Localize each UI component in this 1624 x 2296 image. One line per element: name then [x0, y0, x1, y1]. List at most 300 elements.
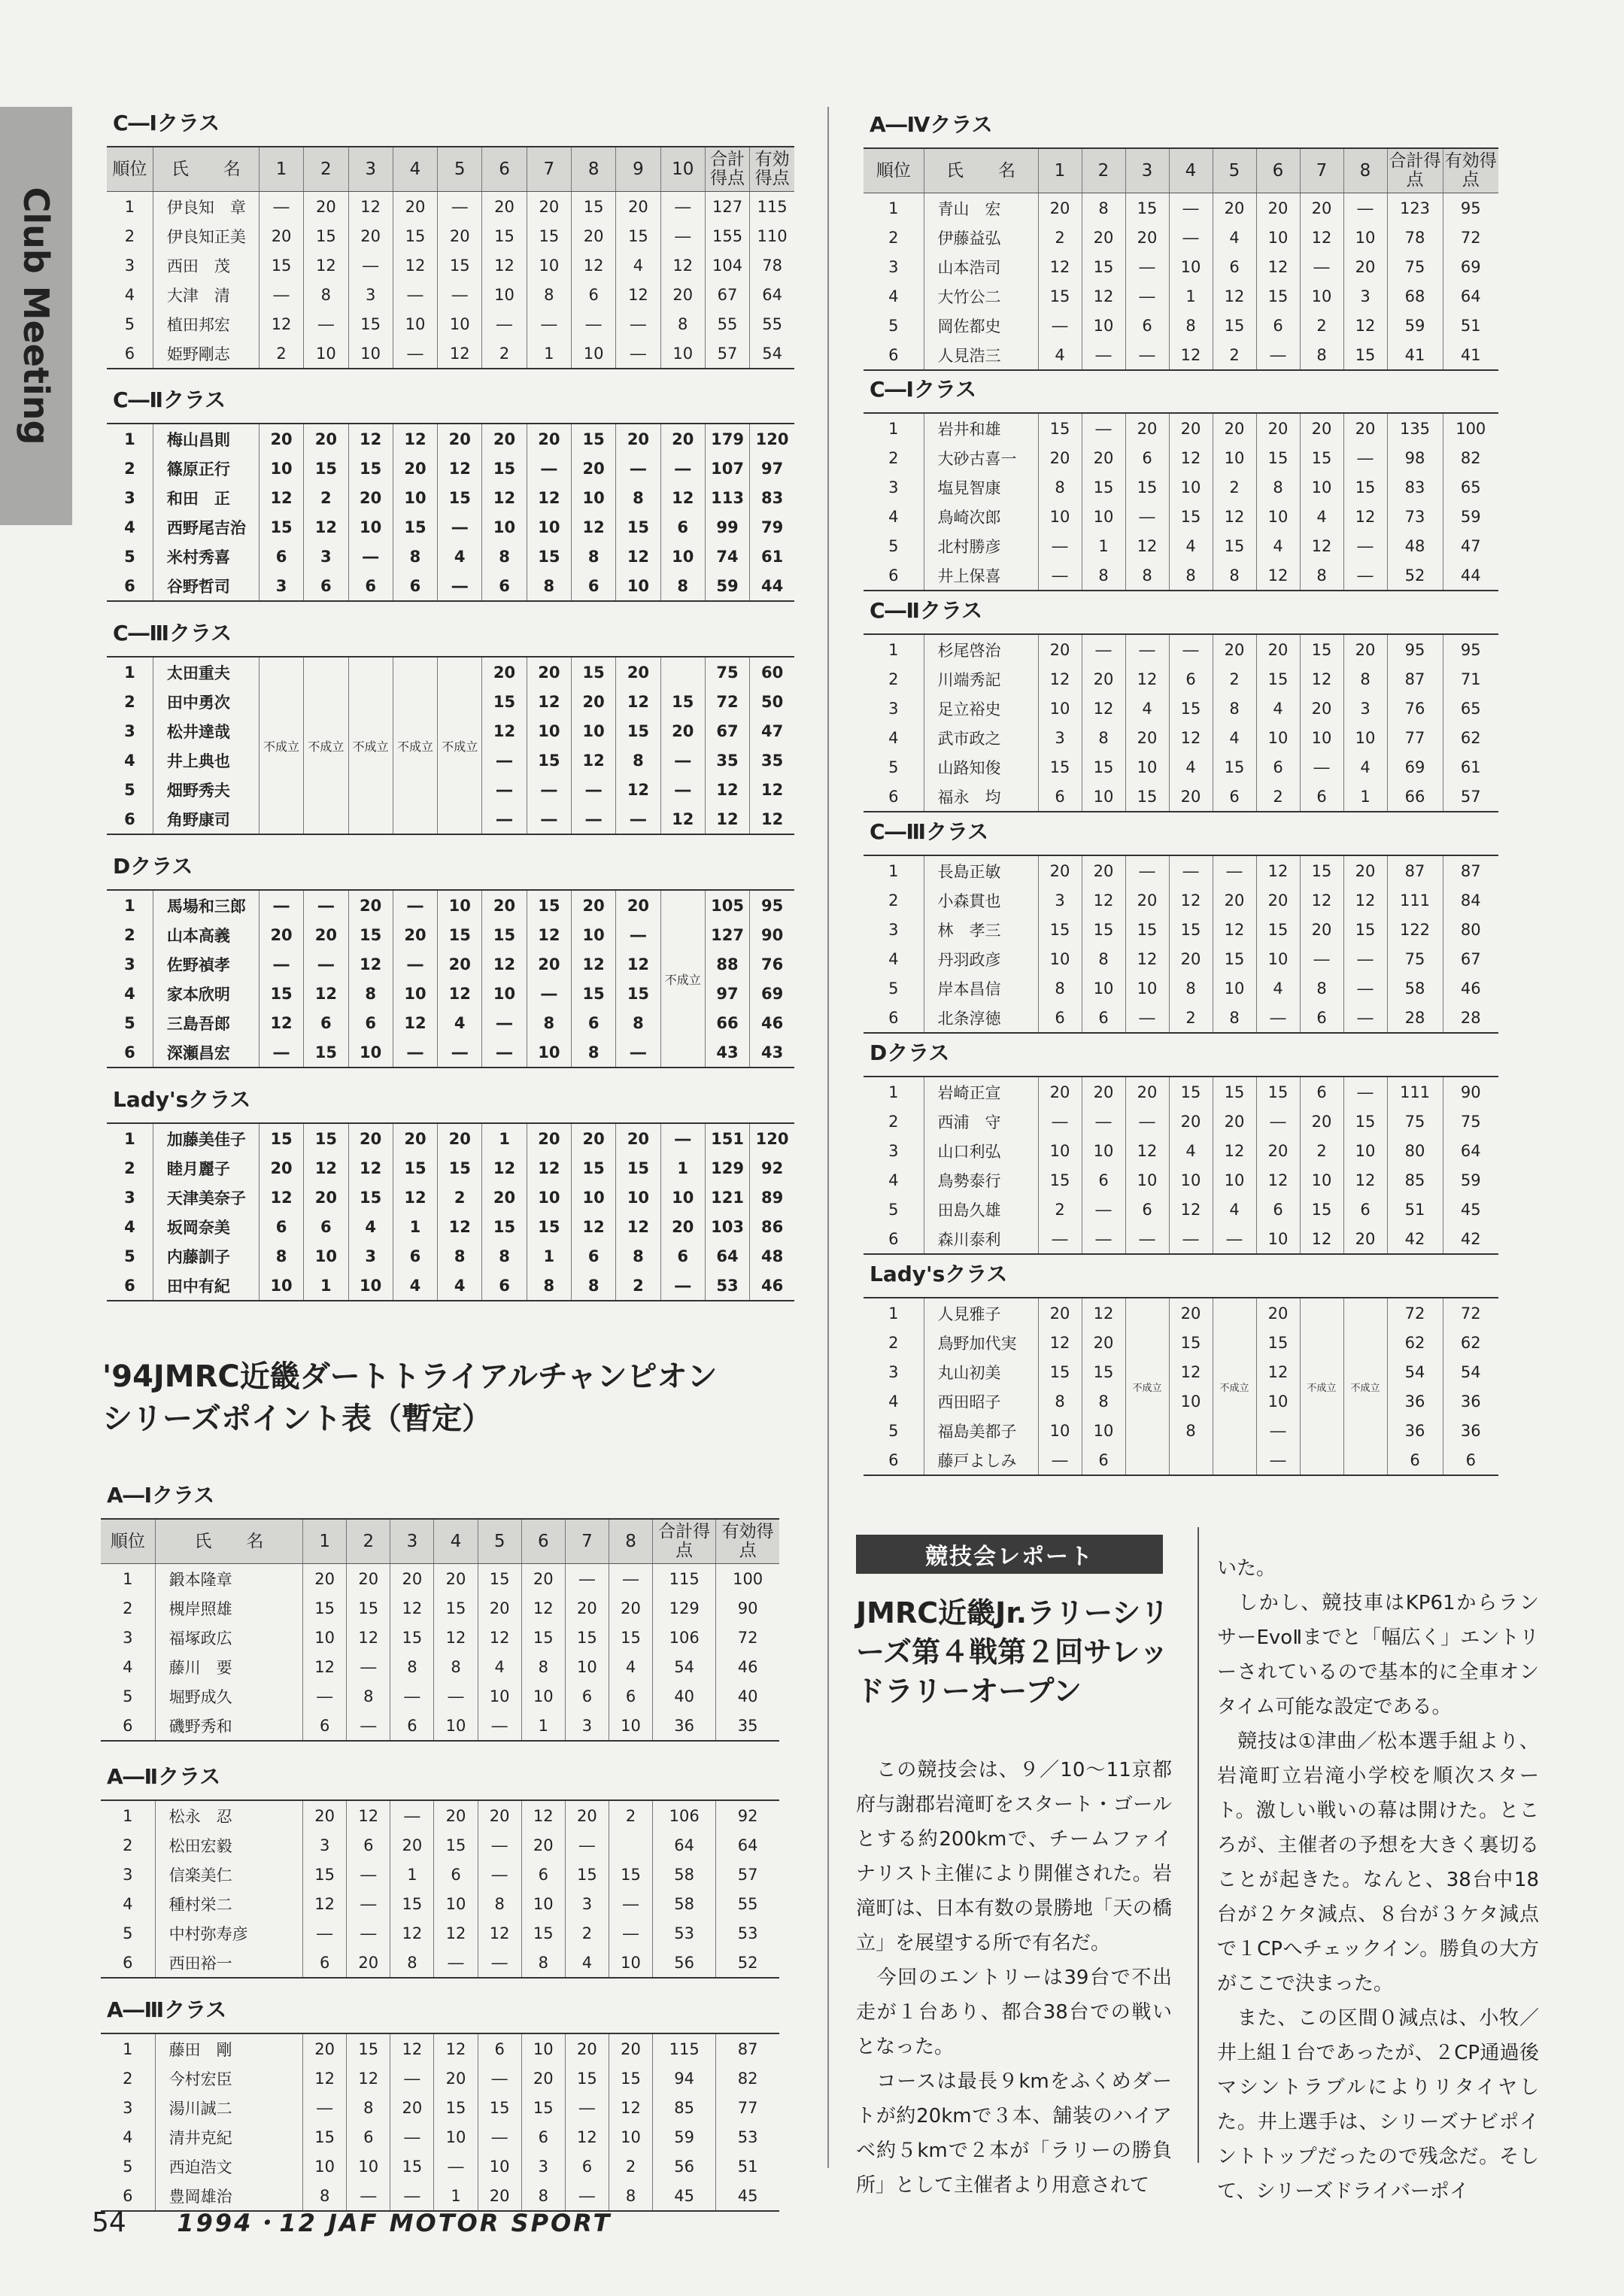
ladys-right-table — [864, 1297, 1498, 1476]
score-cell: 20 — [1256, 634, 1300, 664]
score-cell: 20 — [616, 192, 660, 222]
not-held-cell: 不成立 — [304, 657, 348, 834]
score-cell: ― — [304, 890, 348, 920]
score-cell: 8 — [571, 542, 615, 571]
score-cell: ― — [1343, 973, 1387, 1003]
score-cell: 1 — [527, 1241, 571, 1271]
score-cell: 15 — [393, 512, 437, 542]
score-cell: 2 — [1213, 664, 1256, 694]
name-cell: 藤戸よしみ — [924, 1445, 1038, 1475]
score-cell: 36 — [653, 1711, 716, 1741]
score-cell: 4 — [1300, 502, 1343, 531]
score-cell: 20 — [609, 2033, 652, 2064]
score-cell: ― — [1125, 281, 1169, 311]
name-cell: 北村勝彦 — [924, 531, 1038, 560]
score-cell: 12 — [303, 1652, 347, 1681]
name-cell: 人見浩三 — [924, 340, 1038, 370]
score-cell: 15 — [1343, 1107, 1387, 1136]
score-cell: 6 — [478, 2033, 521, 2064]
score-cell: ― — [571, 775, 615, 804]
table-row — [101, 2093, 779, 2122]
score-cell: ― — [1125, 634, 1169, 664]
score-cell: 1 — [660, 1153, 705, 1183]
score-cell: 8 — [660, 309, 705, 339]
score-cell: 8 — [1082, 944, 1125, 973]
score-cell: 12 — [390, 1593, 434, 1623]
score-cell: 8 — [660, 571, 705, 601]
magazine-name: 1994・12 JAF MOTOR SPORT — [177, 2209, 612, 2237]
table-row — [864, 885, 1498, 915]
score-cell: 10 — [1256, 944, 1300, 973]
score-cell: 67 — [705, 716, 749, 746]
score-cell: 36 — [1387, 1386, 1443, 1416]
name-cell: 藤川 要 — [155, 1652, 302, 1681]
score-cell: 28 — [1387, 1003, 1443, 1033]
rank-cell: 6 — [124, 1043, 135, 1061]
score-cell: 20 — [348, 1123, 393, 1153]
score-cell: ― — [571, 804, 615, 834]
score-cell: 28 — [1443, 1003, 1498, 1033]
score-cell: 10 — [393, 309, 437, 339]
score-cell: 4 — [478, 1652, 521, 1681]
score-cell: 10 — [304, 339, 348, 369]
score-cell: 4 — [1213, 1195, 1256, 1224]
score-cell: 20 — [527, 949, 571, 979]
table-row — [864, 1328, 1498, 1357]
score-cell: 12 — [482, 1153, 527, 1183]
score-cell: 80 — [1387, 1136, 1443, 1165]
name-cell: 西田 茂 — [153, 251, 259, 280]
score-cell: 4 — [609, 1652, 652, 1681]
score-cell: 99 — [705, 512, 749, 542]
rank-cell: 4 — [888, 728, 899, 747]
score-cell: 3 — [303, 1830, 347, 1860]
score-cell: 8 — [1213, 694, 1256, 723]
not-held-cell: 不成立 — [660, 890, 705, 1068]
score-cell: 12 — [259, 483, 303, 512]
score-cell: 89 — [750, 1183, 794, 1212]
score-cell: 15 — [616, 1153, 660, 1183]
score-cell: 15 — [393, 221, 437, 251]
score-cell: 15 — [527, 746, 571, 775]
score-cell: 15 — [259, 512, 303, 542]
name-cell: 青山 宏 — [924, 193, 1038, 223]
table-row — [864, 1107, 1498, 1136]
table-row — [107, 1183, 794, 1212]
score-cell: 106 — [653, 1623, 716, 1652]
score-cell: 83 — [750, 483, 794, 512]
score-cell: 107 — [705, 454, 749, 483]
name-cell: 大砂古喜一 — [924, 443, 1038, 472]
score-cell: 20 — [521, 1830, 565, 1860]
score-cell: 72 — [705, 687, 749, 716]
score-cell: ― — [1169, 634, 1213, 664]
not-held-cell: 不成立 — [1125, 1298, 1169, 1475]
score-cell: 12 — [1300, 1224, 1343, 1254]
table-row — [864, 752, 1498, 782]
score-cell: 10 — [393, 483, 437, 512]
name-cell: 山本浩司 — [924, 252, 1038, 281]
score-cell: 20 — [1343, 634, 1387, 664]
c3-table — [107, 656, 794, 835]
score-cell: ― — [1038, 560, 1082, 591]
report-column-2 — [1217, 1551, 1539, 2209]
score-cell: 46 — [716, 1652, 779, 1681]
rank-cell: 5 — [888, 979, 899, 998]
table-row — [101, 1948, 779, 1978]
score-cell: 48 — [750, 1241, 794, 1271]
score-cell: 15 — [1169, 1077, 1213, 1107]
score-cell: 1 — [434, 2181, 478, 2211]
score-cell: 15 — [1038, 915, 1082, 944]
score-cell: 110 — [750, 221, 794, 251]
score-cell: 54 — [1443, 1357, 1498, 1386]
score-cell: 106 — [653, 1800, 716, 1830]
score-cell: 64 — [653, 1830, 716, 1860]
score-cell: ― — [1343, 1003, 1387, 1033]
score-cell: 6 — [1256, 311, 1300, 340]
name-cell: 太田重夫 — [153, 657, 259, 687]
score-cell: 15 — [521, 2093, 565, 2122]
score-cell: 12 — [1343, 885, 1387, 915]
score-cell: 75 — [1387, 252, 1443, 281]
table-row — [107, 483, 794, 512]
score-cell: ― — [303, 1681, 347, 1711]
table-row — [101, 2152, 779, 2181]
score-cell: 10 — [1300, 472, 1343, 502]
name-cell: 天津美奈子 — [153, 1183, 259, 1212]
score-cell: ― — [259, 1037, 303, 1068]
score-cell: ― — [1343, 944, 1387, 973]
score-cell: 87 — [1387, 855, 1443, 885]
rank-cell: 3 — [888, 257, 899, 276]
score-cell: 58 — [653, 1860, 716, 1889]
score-cell: 10 — [303, 1623, 347, 1652]
score-cell: 15 — [304, 1123, 348, 1153]
score-cell: 15 — [1300, 855, 1343, 885]
score-cell: 10 — [1169, 472, 1213, 502]
score-cell: 15 — [1256, 1077, 1300, 1107]
score-cell: 54 — [1387, 1357, 1443, 1386]
score-cell: 8 — [1169, 560, 1213, 591]
score-cell: ― — [1256, 1107, 1300, 1136]
rank-cell: 2 — [888, 228, 899, 247]
club-meeting-tab — [0, 107, 72, 525]
score-cell: ― — [1038, 531, 1082, 560]
score-cell: 3 — [1343, 281, 1387, 311]
rank-cell: 2 — [124, 1159, 135, 1177]
table-row — [864, 560, 1498, 591]
rank-cell: 5 — [124, 1013, 135, 1032]
score-cell: 8 — [609, 2181, 652, 2211]
score-cell: 71 — [1443, 664, 1498, 694]
rank-cell: 1 — [124, 663, 135, 682]
score-cell: 6 — [571, 571, 615, 601]
score-cell: 115 — [653, 1564, 716, 1594]
score-cell: 10 — [478, 2152, 521, 2181]
score-cell: 3 — [521, 2152, 565, 2181]
score-cell: 12 — [1256, 855, 1300, 885]
score-cell: 123 — [1387, 193, 1443, 223]
score-cell: ― — [660, 746, 705, 775]
score-cell: ― — [527, 979, 571, 1008]
score-cell: 12 — [616, 280, 660, 309]
score-cell: 6 — [259, 1212, 303, 1241]
table-row — [107, 1212, 794, 1241]
rank-cell: 5 — [124, 547, 135, 566]
score-cell: 15 — [348, 454, 393, 483]
report-paragraph: この競技会は、９／10〜11京都府与謝郡岩滝町をスタート・ゴールとする約200kmで、チームファイナリスト主催により開催された。岩滝町は、日本有数の景勝地「天の橋立」を展望する所で有名だ。 — [856, 1759, 1172, 1954]
score-cell: ― — [393, 1037, 437, 1068]
score-cell: 6 — [1082, 1445, 1125, 1475]
score-cell: 84 — [1443, 885, 1498, 915]
a3-block — [101, 1994, 779, 2212]
score-cell: 15 — [521, 1623, 565, 1652]
rank-cell: 5 — [888, 316, 899, 335]
score-cell: 10 — [571, 716, 615, 746]
score-cell: 12 — [1125, 944, 1169, 973]
score-cell: 12 — [478, 1918, 521, 1948]
rank-cell: 5 — [123, 2157, 133, 2176]
report-paragraph: 今回のエントリーは39台で不出走が１台あり、都合38台での戦いとなった。 — [856, 1966, 1172, 2058]
score-cell: 12 — [259, 1183, 303, 1212]
score-cell: 4 — [1038, 340, 1082, 370]
score-cell: 120 — [750, 1123, 794, 1153]
score-cell: ― — [1082, 1195, 1125, 1224]
score-cell: 20 — [616, 424, 660, 454]
score-cell: 2 — [259, 339, 303, 369]
score-cell: 20 — [1343, 1224, 1387, 1254]
score-cell: 78 — [750, 251, 794, 280]
score-cell: 8 — [521, 1652, 565, 1681]
header-round: 8 — [1343, 148, 1387, 193]
score-cell: 10 — [1256, 1224, 1300, 1254]
score-cell: 12 — [616, 775, 660, 804]
score-cell: 12 — [1169, 723, 1213, 752]
score-cell: 12 — [1038, 664, 1082, 694]
score-cell: 15 — [1256, 1328, 1300, 1357]
score-cell: 15 — [1213, 531, 1256, 560]
score-cell: 20 — [660, 280, 705, 309]
score-cell: 103 — [705, 1212, 749, 1241]
header-rank: 順位 — [864, 148, 924, 193]
score-cell: 6 — [609, 1681, 652, 1711]
table-row — [864, 1416, 1498, 1445]
score-cell: 64 — [750, 280, 794, 309]
name-cell: 藤田 剛 — [155, 2033, 302, 2064]
score-cell: 111 — [1387, 1077, 1443, 1107]
table-row — [864, 1357, 1498, 1386]
rank-cell: 3 — [124, 256, 135, 275]
name-cell: 岩崎正宣 — [924, 1077, 1038, 1107]
name-cell: 内藤訓子 — [153, 1241, 259, 1271]
name-cell: 川端秀記 — [924, 664, 1038, 694]
table-row — [101, 1564, 779, 1594]
rank-cell: 2 — [124, 925, 135, 944]
score-cell: ― — [347, 1889, 390, 1918]
score-cell: 121 — [705, 1183, 749, 1212]
score-cell: 6 — [1300, 1077, 1343, 1107]
name-cell: 山口利弘 — [924, 1136, 1038, 1165]
score-cell: 20 — [438, 949, 482, 979]
score-cell: ― — [660, 221, 705, 251]
score-cell: 6 — [1300, 782, 1343, 812]
score-cell: 20 — [1213, 193, 1256, 223]
score-cell: 15 — [1256, 443, 1300, 472]
rank-cell: 1 — [124, 197, 135, 216]
score-cell: 8 — [1082, 560, 1125, 591]
score-cell: ― — [1125, 1224, 1169, 1254]
score-cell: ― — [1343, 560, 1387, 591]
score-cell: 105 — [705, 890, 749, 920]
score-cell: 20 — [1300, 413, 1343, 443]
score-cell: 129 — [653, 1593, 716, 1623]
score-cell: 12 — [521, 1800, 565, 1830]
score-cell: 12 — [1082, 885, 1125, 915]
score-cell: 15 — [616, 512, 660, 542]
rank-cell: 1 — [124, 896, 135, 915]
table-row — [107, 454, 794, 483]
score-cell: 8 — [616, 1008, 660, 1037]
score-cell: 46 — [750, 1271, 794, 1301]
a1-title: A―Ⅰクラス — [107, 1483, 215, 1508]
score-cell: 59 — [705, 571, 749, 601]
score-cell: 20 — [347, 1564, 390, 1594]
score-cell: 59 — [653, 2122, 716, 2152]
rank-cell: 6 — [124, 809, 135, 828]
footer — [92, 2204, 612, 2239]
score-cell: 97 — [705, 979, 749, 1008]
score-cell: 8 — [1169, 1416, 1213, 1445]
score-cell: 129 — [705, 1153, 749, 1183]
score-cell: 20 — [565, 1593, 609, 1623]
score-cell: 104 — [705, 251, 749, 280]
score-cell: 40 — [653, 1681, 716, 1711]
score-cell: 10 — [616, 571, 660, 601]
score-cell: 113 — [705, 483, 749, 512]
score-cell: 6 — [347, 2122, 390, 2152]
score-cell: 20 — [1082, 223, 1125, 252]
score-cell: 8 — [527, 1008, 571, 1037]
score-cell: 20 — [438, 424, 482, 454]
score-cell: 3 — [1038, 885, 1082, 915]
score-cell: 6 — [521, 2122, 565, 2152]
name-cell: 小森貫也 — [924, 885, 1038, 915]
score-cell: 8 — [1082, 723, 1125, 752]
score-cell: ― — [660, 1123, 705, 1153]
score-cell: 75 — [1443, 1107, 1498, 1136]
name-cell: 岩井和雄 — [924, 413, 1038, 443]
header-row — [101, 1519, 779, 1564]
score-cell: 44 — [1443, 560, 1498, 591]
a1-table — [101, 1518, 779, 1742]
score-cell: ― — [304, 309, 348, 339]
score-cell: ― — [1125, 1003, 1169, 1033]
score-cell: 95 — [1387, 634, 1443, 664]
rank-cell: 4 — [888, 1171, 899, 1189]
rank-cell: 6 — [124, 1276, 135, 1295]
score-cell: 12 — [434, 2033, 478, 2064]
score-cell: 12 — [1300, 223, 1343, 252]
rank-cell: 4 — [888, 287, 899, 305]
score-cell: 179 — [705, 424, 749, 454]
score-cell: 65 — [1443, 472, 1498, 502]
score-cell: 15 — [482, 920, 527, 949]
score-cell: 76 — [1387, 694, 1443, 723]
score-cell: 47 — [1443, 531, 1498, 560]
score-cell: 20 — [478, 1800, 521, 1830]
score-cell: 15 — [1300, 634, 1343, 664]
rank-cell: 3 — [123, 1865, 133, 1884]
score-cell: 12 — [571, 746, 615, 775]
score-cell: 6 — [1125, 443, 1169, 472]
a2-title: A―Ⅱクラス — [107, 1764, 221, 1789]
table-row — [864, 634, 1498, 664]
score-cell: ― — [609, 1889, 652, 1918]
score-cell: ― — [482, 804, 527, 834]
score-cell: 12 — [616, 542, 660, 571]
score-cell: 77 — [1387, 723, 1443, 752]
score-cell: 72 — [716, 1623, 779, 1652]
score-cell: 10 — [347, 2152, 390, 2181]
score-cell: 20 — [1213, 634, 1256, 664]
score-cell: 20 — [1038, 855, 1082, 885]
score-cell: 15 — [1082, 472, 1125, 502]
score-cell: 12 — [347, 1623, 390, 1652]
score-cell: 44 — [750, 571, 794, 601]
name-cell: 井上典也 — [153, 746, 259, 775]
rank-cell: 5 — [888, 1200, 899, 1219]
score-cell: 10 — [304, 1241, 348, 1271]
score-cell: ― — [434, 1948, 478, 1978]
rank-cell: 5 — [124, 1247, 135, 1265]
table-row — [107, 512, 794, 542]
score-cell: 15 — [1038, 281, 1082, 311]
score-cell: 15 — [660, 687, 705, 716]
rank-cell: 4 — [123, 1657, 133, 1676]
score-cell: 8 — [527, 280, 571, 309]
score-cell: 15 — [482, 1212, 527, 1241]
score-cell: 6 — [1082, 1003, 1125, 1033]
score-cell: ― — [527, 804, 571, 834]
table-row — [101, 1800, 779, 1830]
table-row — [864, 193, 1498, 223]
score-cell: 8 — [1038, 472, 1082, 502]
score-cell: 59 — [1387, 311, 1443, 340]
score-cell: 87 — [1387, 664, 1443, 694]
score-cell: 86 — [750, 1212, 794, 1241]
score-cell: 15 — [1082, 915, 1125, 944]
header-round: 5 — [478, 1519, 521, 1564]
score-cell: 6 — [1343, 1195, 1387, 1224]
score-cell: 8 — [347, 2093, 390, 2122]
score-cell: 20 — [393, 192, 437, 222]
score-cell: 10 — [1038, 1416, 1082, 1445]
score-cell: 2 — [1300, 311, 1343, 340]
score-cell: 12 — [527, 1153, 571, 1183]
score-cell: ― — [393, 280, 437, 309]
score-cell: 92 — [716, 1800, 779, 1830]
report-column-1 — [856, 1753, 1172, 2203]
score-cell: 100 — [1443, 413, 1498, 443]
score-cell: ― — [565, 1830, 609, 1860]
score-cell: 2 — [565, 1918, 609, 1948]
score-cell: 87 — [1443, 855, 1498, 885]
score-cell: 2 — [1213, 340, 1256, 370]
table-row — [864, 1445, 1498, 1475]
name-cell: 長島正敏 — [924, 855, 1038, 885]
score-cell: ― — [616, 339, 660, 369]
